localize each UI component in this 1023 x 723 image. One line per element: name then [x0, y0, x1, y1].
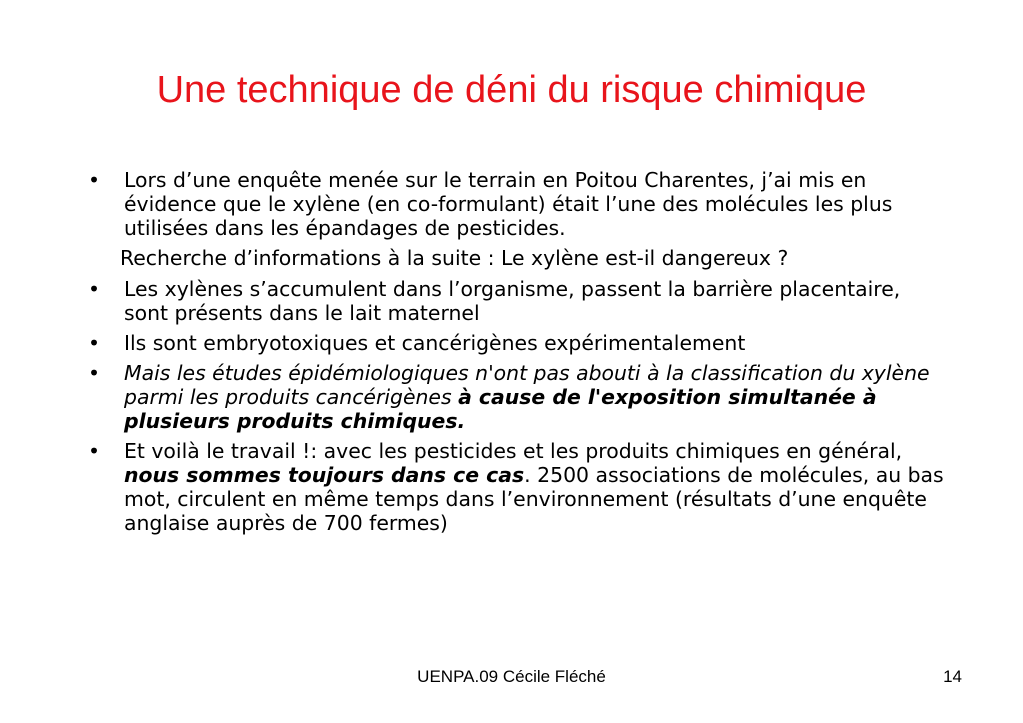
slide-title: Une technique de déni du risque chimique — [156, 69, 867, 111]
bullet-text-5-emphasis: nous sommes toujours dans ce cas — [124, 463, 525, 487]
sub-paragraph: Recherche d’informations à la suite : Le xylène est-il dangereux ? — [120, 246, 789, 270]
bullet-item-1 — [88, 168, 948, 240]
bullet-text-1: Lors d’une enquête menée sur le terrain en Poitou Charentes, j’ai mis en évidence que le xylène (en co-formulant) était l’une des molécules les plus utilisées dans les épandages de pesticides. — [124, 168, 893, 240]
bullet-text-4-emphasis: à cause de l'exposition simultanée à plusieurs produits chimiques. — [124, 385, 877, 433]
bullet-item-3 — [88, 331, 948, 355]
bullet-text-2: Les xylènes s’accumulent dans l’organisme, passent la barrière placentaire, sont présents dans le lait maternel — [124, 277, 901, 325]
bullet-item-4 — [88, 361, 948, 433]
footer-author: UENPA.09 Cécile Fléché — [417, 667, 606, 686]
page-number: 14 — [943, 667, 962, 686]
bullet-dot: • — [88, 331, 101, 355]
bullet-text-3: Ils sont embryotoxiques et cancérigènes expérimentalement — [124, 331, 746, 355]
bullet-dot: • — [88, 168, 101, 192]
bullet-text-5-end: . 2500 associations de molécules, au bas mot, circulent en même temps dans l’environnement (résultats d’une enquête anglaise auprès de 700 fermes) — [124, 463, 944, 535]
bullet-text-5-start: Et voilà le travail !: avec les pesticides et les produits chimiques en général, — [124, 439, 903, 463]
slide-body — [88, 168, 948, 541]
bullet-text-4-italic: Mais les études épidémiologiques n'ont pas abouti à la classification du xylène parmi les produits cancérigènes — [124, 361, 930, 409]
bullet-dot: • — [88, 361, 101, 385]
bullet-dot: • — [88, 439, 101, 463]
bullet-item-5 — [88, 439, 948, 535]
bullet-item-2 — [88, 277, 948, 325]
bullet-dot: • — [88, 277, 101, 301]
